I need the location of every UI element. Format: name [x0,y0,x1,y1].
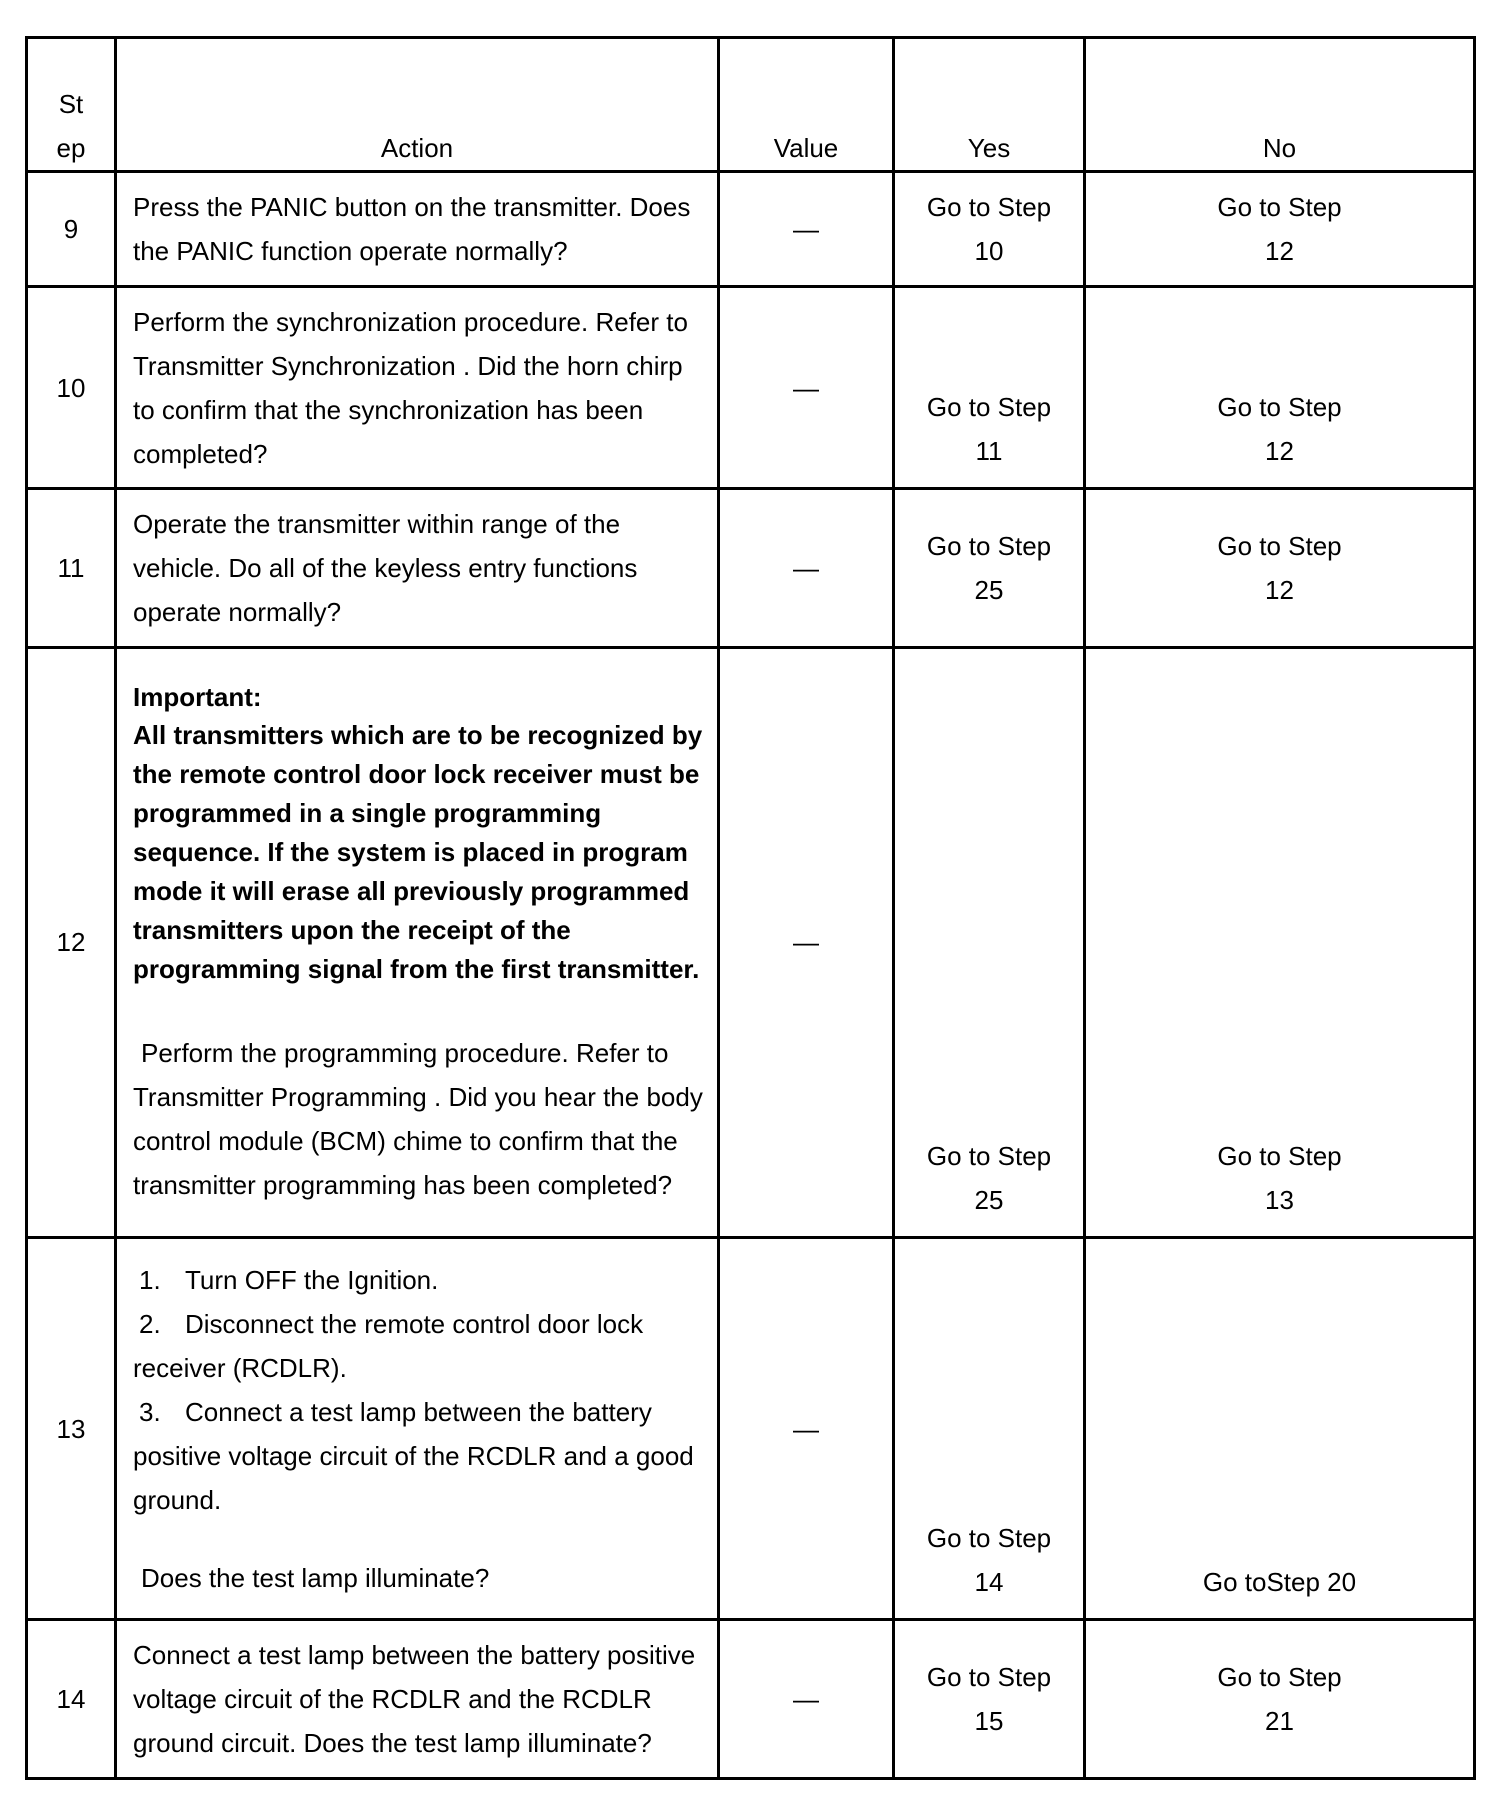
no-cell: Go to Step 12 [1085,489,1475,648]
list-item: 1. Turn OFF the Ignition. [139,1264,439,1295]
action-cell [116,1237,719,1620]
list-item: 2. Disconnect the remote control door lock receiver (RCDLR). [133,1308,644,1383]
yes-cell: Go to Step 10 [894,172,1085,287]
no-cell: Go to Step 12 [1085,172,1475,287]
important-label: Important: [133,681,262,712]
step-number: 10 [27,287,116,489]
no-cell: Go to Step 21 [1085,1620,1475,1779]
action-text: Press the PANIC button on the transmitter. Does the PANIC function operate normally? [116,172,719,287]
header-step: St ep [27,38,116,172]
no-cell: Go toStep 20 [1085,1237,1475,1620]
header-row [27,38,1475,172]
table-row [27,489,1475,648]
step-number: 9 [27,172,116,287]
value-cell: — [719,1237,894,1620]
header-value: Value [719,38,894,172]
table-row [27,1237,1475,1620]
no-cell: Go to Step 12 [1085,287,1475,489]
table-row [27,1620,1475,1779]
step-number: 14 [27,1620,116,1779]
action-text: Operate the transmitter within range of the vehicle. Do all of the keyless entry functions operate normally? [116,489,719,648]
yes-cell: Go to Step 25 [894,489,1085,648]
value-cell: — [719,172,894,287]
question-text: Does the test lamp illuminate? [141,1562,490,1593]
table-row [27,647,1475,1237]
step-number: 12 [27,647,116,1237]
yes-cell: Go to Step 14 [894,1237,1085,1620]
diagnostic-table [25,36,1476,1780]
step-number: 11 [27,489,116,648]
table-row [27,172,1475,287]
step-number: 13 [27,1237,116,1620]
no-cell: Go to Step 13 [1085,647,1475,1237]
important-text: All transmitters which are to be recognized by the remote control door lock receiver must be programmed in a single programming sequence. If the system is placed in program mode it will erase all previously programmed transmitters upon the receipt of the programming signal from the first transmitter. [133,719,703,984]
list-item: 3. Connect a test lamp between the battery positive voltage circuit of the RCDLR and a good ground. [133,1396,694,1515]
value-cell: — [719,287,894,489]
action-text: Connect a test lamp between the battery positive voltage circuit of the RCDLR and the RCDLR ground circuit. Does the test lamp illuminate? [116,1620,719,1779]
value-cell: — [719,1620,894,1779]
yes-cell: Go to Step 11 [894,287,1085,489]
action-text: Perform the synchronization procedure. Refer to Transmitter Synchronization . Did the horn chirp to confirm that the synchronization has been completed? [116,287,719,489]
yes-cell: Go to Step 15 [894,1620,1085,1779]
yes-cell: Go to Step 25 [894,647,1085,1237]
value-cell: — [719,489,894,648]
table-row [27,287,1475,489]
value-cell: — [719,647,894,1237]
header-no: No [1085,38,1475,172]
header-yes: Yes [894,38,1085,172]
action-text: Perform the programming procedure. Refer to Transmitter Programming . Did you hear the body control module (BCM) chime to confirm that the transmitter programming has been completed? [133,1037,703,1200]
header-action: Action [116,38,719,172]
action-cell [116,647,719,1237]
